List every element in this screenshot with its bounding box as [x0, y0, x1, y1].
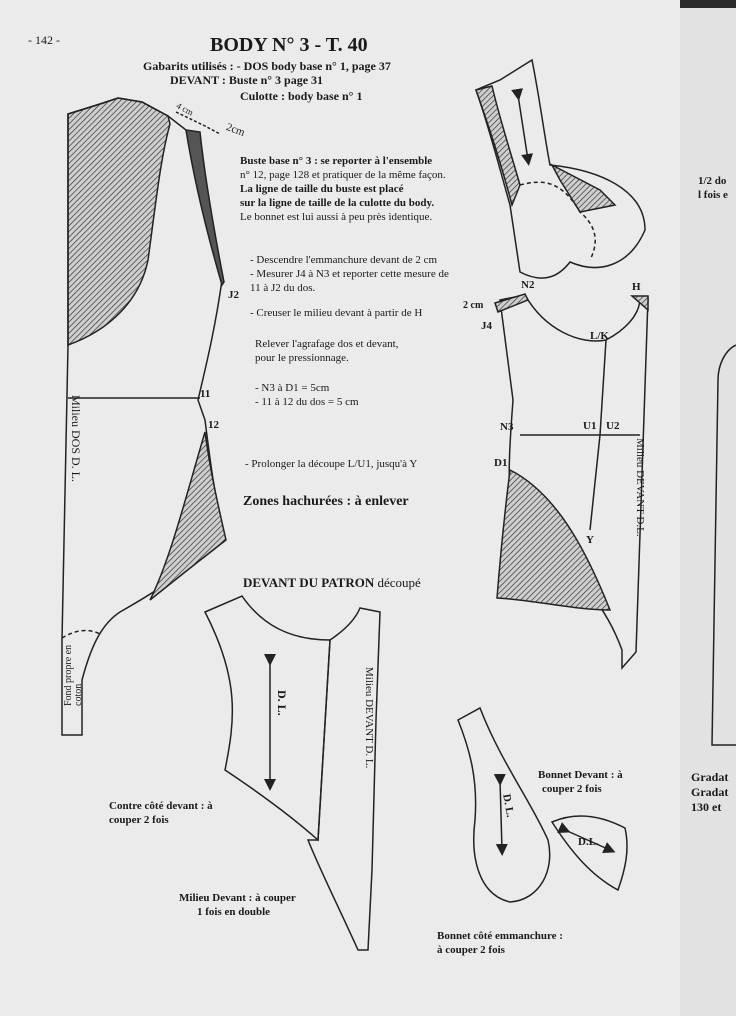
milieu-devant-caption-2: 1 fois en double: [197, 906, 271, 918]
back-pattern: [62, 98, 226, 735]
bonnet-cote-dl: D.L.: [578, 836, 599, 848]
note-buste-2: n° 12, page 128 et pratiquer de la même façon.: [240, 169, 446, 181]
zones-note: Zones hachurées : à enlever: [243, 494, 409, 509]
back-label-11: 11: [200, 388, 211, 400]
note-buste-5: Le bonnet est lui aussi à peu près identique.: [240, 211, 433, 223]
back-dim-arrow: [176, 112, 220, 134]
back-dim-2cm: 2cm: [224, 121, 247, 139]
back-label-12: 12: [208, 419, 219, 431]
bonnet-devant-caption-2: couper 2 fois: [542, 783, 602, 795]
front-pattern: [495, 294, 648, 668]
front-label-d1: D1: [494, 457, 508, 469]
front-label-n3: N3: [500, 421, 514, 433]
front-label-y: Y: [586, 534, 594, 546]
contre-cote-caption-1: Contre côté devant : à: [109, 800, 213, 812]
next-page-text-1: 1/2 do: [698, 175, 727, 187]
bonnet-devant-caption-1: Bonnet Devant : à: [538, 769, 623, 781]
step-4: - Creuser le milieu devant à partir de H: [250, 307, 423, 319]
bonnet-devant-dl: D. L.: [500, 793, 517, 819]
bust-piece: [476, 60, 645, 278]
page-number: - 142 -: [28, 33, 60, 47]
front-hatched-shoulder: [495, 294, 528, 312]
front-hatched-neck: [632, 296, 648, 310]
milieu-devant-piece-label: Milieu DEVANT D. L.: [363, 667, 375, 769]
back-label-j2: J2: [228, 289, 239, 301]
step-1: - Descendre l'emmanchure devant de 2 cm: [250, 254, 438, 266]
back-hatched-side: [150, 432, 226, 600]
next-page-text-4: Gradat: [691, 786, 729, 799]
gabarits-line: Gabarits utilisés : - DOS body base n° 1, page 37: [143, 59, 391, 73]
back-hatched-armhole: [186, 130, 224, 285]
next-page-text-2: l fois e: [698, 189, 728, 201]
bonnet-cote-piece: [552, 816, 627, 890]
step-6: pour le pressionnage.: [255, 352, 349, 364]
cut-heading-bold: DEVANT DU PATRON: [243, 575, 375, 590]
devant-line: DEVANT : Buste n° 3 page 31: [170, 73, 324, 87]
page-title: BODY N° 3 - T. 40: [210, 34, 368, 56]
step-8: - 11 à 12 du dos = 5 cm: [255, 396, 359, 408]
note-buste-3: La ligne de taille du buste est placé: [240, 183, 404, 195]
fond-propre-label: Fond propre en coton: [63, 644, 84, 706]
step-5: Relever l'agrafage dos et devant,: [255, 338, 399, 350]
step-3: 11 à J2 du dos.: [250, 282, 316, 294]
front-label-u2: U2: [606, 420, 620, 432]
contre-cote-caption-2: couper 2 fois: [109, 814, 169, 826]
next-page-text-5: 130 et: [691, 801, 722, 814]
step-7: - N3 à D1 = 5cm: [255, 382, 330, 394]
back-dim-4cm: 4 cm: [174, 100, 196, 118]
front-label-u1: U1: [583, 420, 597, 432]
next-page-drawing: [712, 345, 736, 745]
cut-heading: [243, 576, 421, 589]
front-label-h: H: [632, 281, 641, 293]
step-2: - Mesurer J4 à N3 et reporter cette mesure de: [250, 268, 449, 280]
front-label-n2: N2: [521, 279, 535, 291]
note-buste-4: sur la ligne de taille de la culotte du body.: [240, 197, 435, 209]
front-label-j4: J4: [481, 320, 492, 332]
bonnet-cote-caption-1: Bonnet côté emmanchure :: [437, 930, 563, 942]
note-buste-1: Buste base n° 3 : se reporter à l'ensemble: [240, 155, 433, 167]
milieu-devant-piece: [308, 608, 380, 950]
step-9: - Prolonger la découpe L/U1, jusqu'à Y: [245, 458, 418, 470]
contre-cote-piece: [205, 596, 330, 840]
back-hatched-shoulder: [68, 98, 170, 345]
contre-cote-dl: D. L.: [275, 690, 289, 716]
bonnet-cote-caption-2: à couper 2 fois: [437, 944, 505, 956]
front-dim-2cm: 2 cm: [463, 300, 484, 311]
milieu-devant-caption-1: Milieu Devant : à couper: [179, 892, 296, 904]
next-page-text-3: Gradat: [691, 771, 729, 784]
milieu-devant-label: Milieu DEVANT D.L.: [634, 438, 646, 537]
cut-heading-normal: découpé: [374, 575, 421, 590]
milieu-dos-label: Milieu DOS D. L.: [69, 395, 83, 482]
culotte-line: Culotte : body base n° 1: [240, 89, 363, 103]
front-label-lk: L/K: [590, 330, 609, 342]
